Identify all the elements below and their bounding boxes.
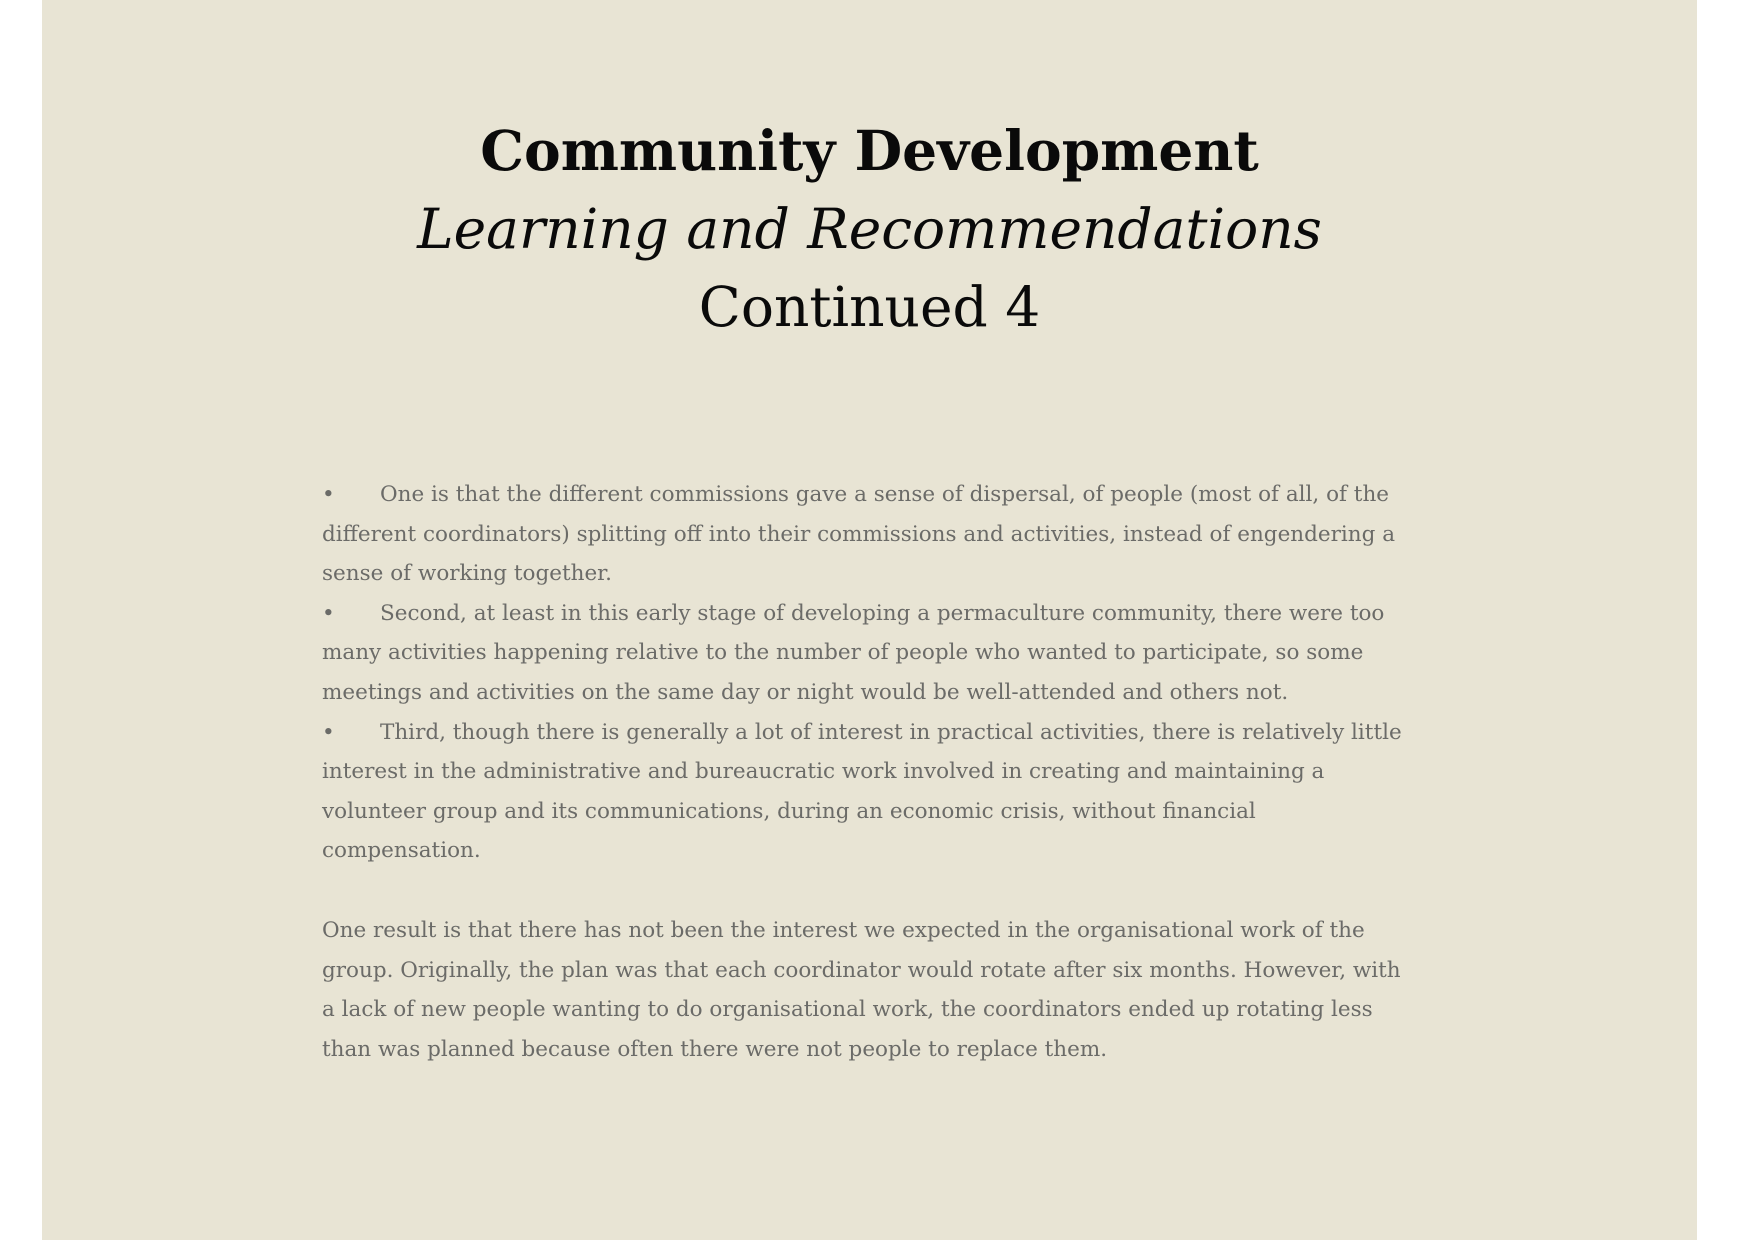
slide-continuation: Continued 4 xyxy=(698,275,1041,339)
slide xyxy=(42,0,1697,1240)
result-paragraph: One result is that there has not been the interest we expected in the organisational work of the group. Originally, the plan was that each coordinator would rotate after six months. However, with a lack of new people wanting to do organisational work, the coordinators ended up rotating less than was planned because often there were not people to replace them. xyxy=(322,917,1401,1062)
bullet-icon: • xyxy=(322,719,335,745)
bullet-icon: • xyxy=(322,600,335,626)
bullet-item xyxy=(322,594,1402,713)
slide-subtitle: Learning and Recommendations xyxy=(417,197,1322,261)
bullet-text: Third, though there is generally a lot of interest in practical activities, there is relatively little interest in the administrative and bureaucratic work involved in creating and maintaining a volunteer group and its communications, during an economic crisis, without financial compensation. xyxy=(322,719,1402,864)
slide-title: Community Development xyxy=(480,118,1259,183)
bullet-item xyxy=(322,475,1402,594)
title-block xyxy=(42,112,1697,346)
bullet-icon: • xyxy=(322,482,335,507)
bullet-item xyxy=(322,713,1402,871)
body-text xyxy=(322,475,1402,1069)
bullet-text: One is that the different commissions gave a sense of dispersal, of people (most of all, of the different coordinators) splitting off into their commissions and activities, instead of engendering a sense of working together. xyxy=(322,482,1396,587)
bullet-text: Second, at least in this early stage of developing a permaculture community, there were too many activities happening relative to the number of people who wanted to participate, so some meetings and activities on the same day or night would be well-attended and others not. xyxy=(322,600,1385,705)
